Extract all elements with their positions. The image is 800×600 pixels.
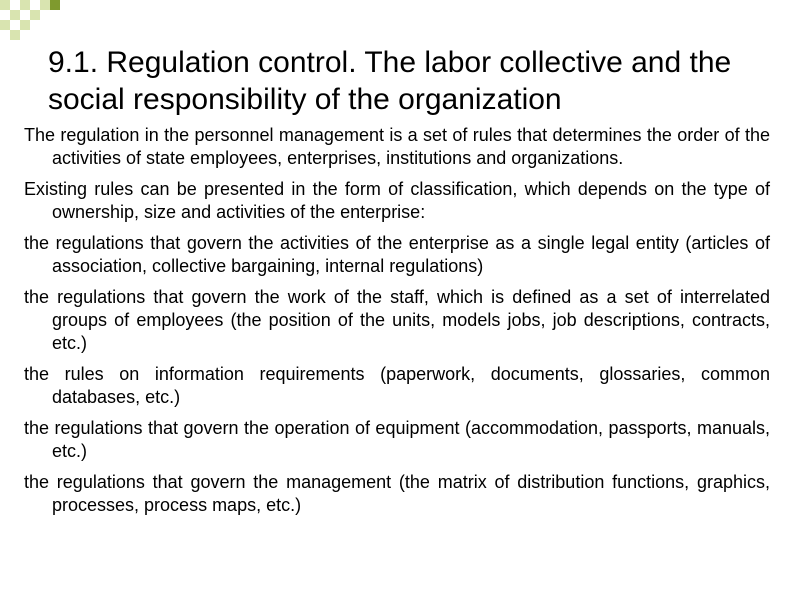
paragraph-staff-regulations: the regulations that govern the work of the staff, which is defined as a set of interrelated groups of employees (the position of the units, models jobs, job descriptions, contracts, etc.) [24,287,770,353]
checker-square [50,0,60,10]
paragraph-equipment-regulations: the regulations that govern the operation of equipment (accommodation, passports, manuals, etc.) [24,418,770,461]
checker-square [10,30,20,40]
checker-square [0,0,10,10]
paragraph-definition: The regulation in the personnel management is a set of rules that determines the order of the activities of state employees, enterprises, institutions and organizations. [24,125,770,168]
checker-square [20,0,30,10]
checker-square [40,0,50,10]
paragraph-management-regulations: the regulations that govern the management (the matrix of distribution functions, graphics, processes, process maps, etc.) [24,472,770,515]
paragraph-information-rules: the rules on information requirements (paperwork, documents, glossaries, common databases, etc.) [24,364,770,407]
checker-square [30,10,40,20]
paragraph-classification: Existing rules can be presented in the form of classification, which depends on the type of ownership, size and activities of the enterprise: [24,179,770,222]
slide-body [24,124,770,525]
checker-square [0,20,10,30]
checker-square [20,20,30,30]
decorative-checker-pattern [0,0,70,50]
paragraph-enterprise-regulations: the regulations that govern the activities of the enterprise as a single legal entity (articles of association, collective bargaining, internal regulations) [24,233,770,276]
checker-square [10,10,20,20]
slide-title: 9.1. Regulation control. The labor collective and the social responsibility of the organization [48,46,732,116]
